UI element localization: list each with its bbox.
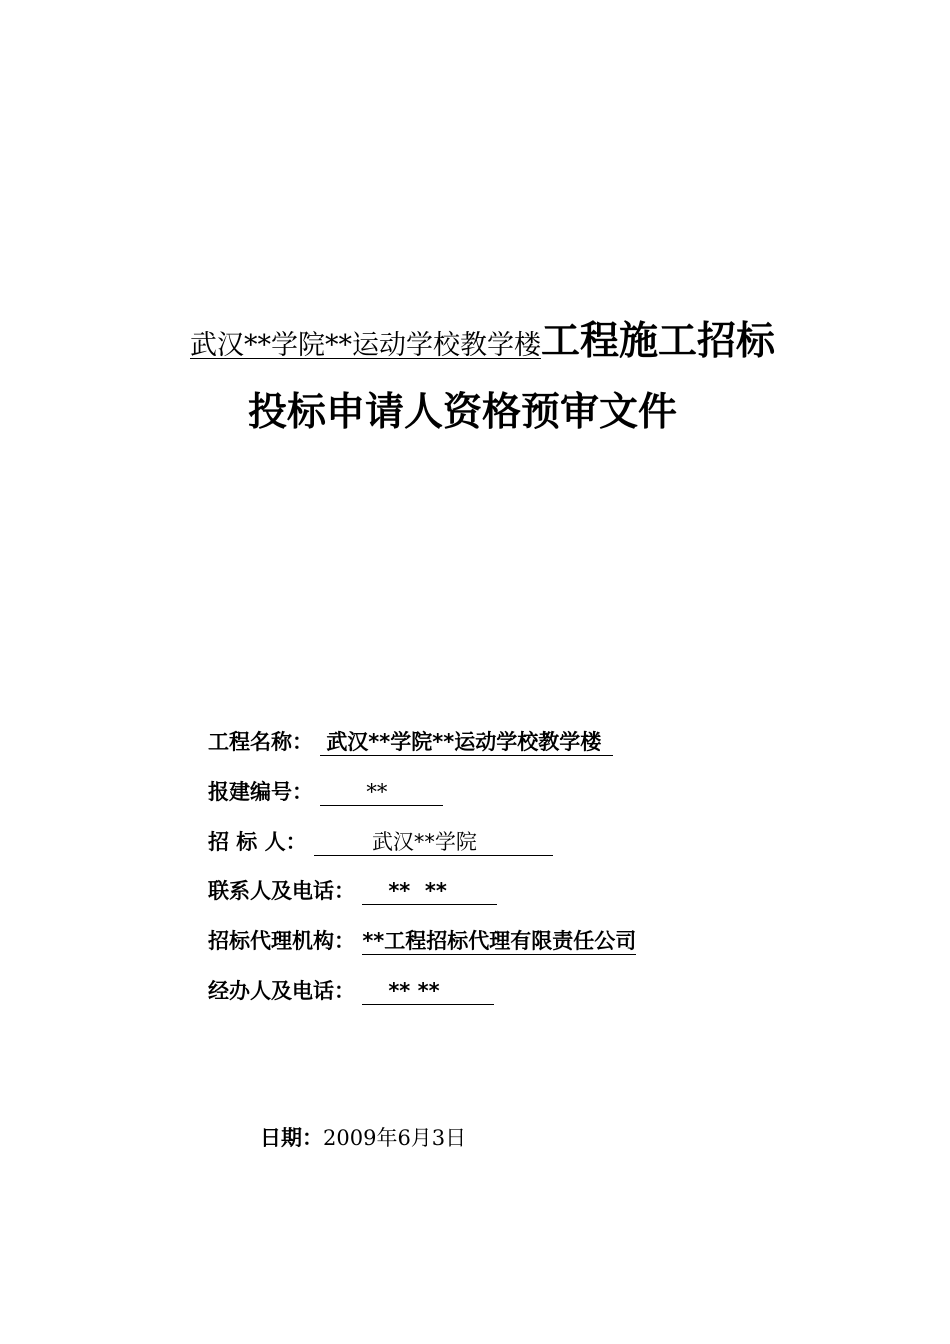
permit-number-label: 报建编号： bbox=[208, 780, 313, 804]
document-title-line-1 bbox=[190, 319, 776, 364]
title-suffix: 工程施工招标 bbox=[541, 319, 776, 364]
document-title-line-2: 投标申请人资格预审文件 bbox=[248, 390, 678, 435]
contact-value: ** ** bbox=[362, 881, 497, 905]
project-name-label: 工程名称： bbox=[208, 730, 313, 754]
contact-label: 联系人及电话： bbox=[208, 879, 355, 903]
date-row bbox=[260, 1128, 466, 1149]
permit-number-row bbox=[208, 781, 443, 806]
date-value: 2009年6月3日 bbox=[323, 1126, 467, 1150]
tenderer-label: 招 标 人： bbox=[208, 830, 307, 854]
project-name-row bbox=[208, 731, 613, 756]
agency-row bbox=[208, 930, 636, 955]
project-name-value: 武汉**学院**运动学校教学楼 bbox=[320, 732, 613, 756]
tenderer-row bbox=[208, 831, 553, 856]
agency-value: **工程招标代理有限责任公司 bbox=[362, 929, 637, 953]
title-project-name: 武汉**学院**运动学校教学楼 bbox=[190, 330, 541, 361]
permit-number-value: ** bbox=[320, 782, 443, 806]
contact-row bbox=[208, 880, 497, 905]
handler-label: 经办人及电话： bbox=[208, 979, 355, 1003]
date-label: 日期： bbox=[260, 1126, 323, 1150]
tenderer-value: 武汉**学院 bbox=[314, 832, 553, 856]
agency-label: 招标代理机构： bbox=[208, 929, 355, 953]
handler-row bbox=[208, 980, 494, 1005]
handler-value: ** ** bbox=[362, 981, 493, 1005]
